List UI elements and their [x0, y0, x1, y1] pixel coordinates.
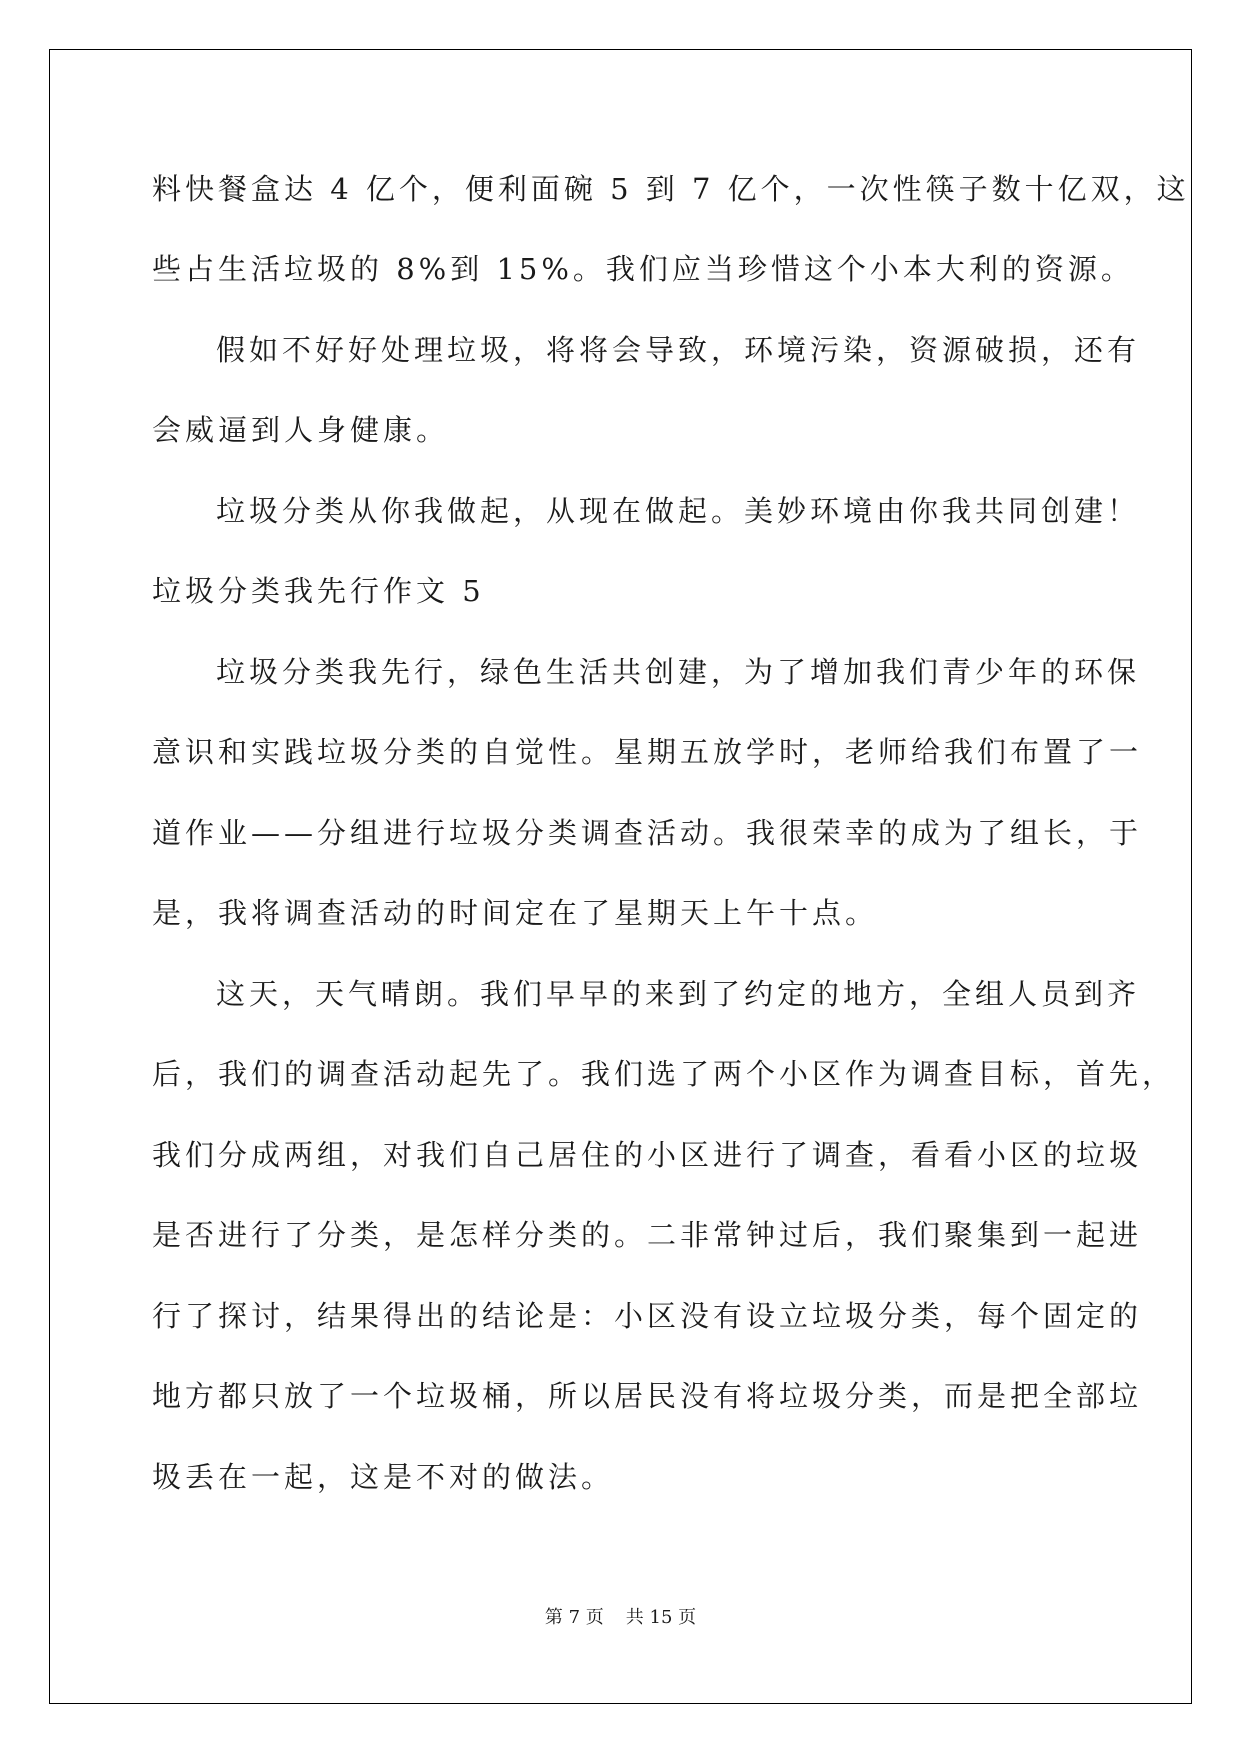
body-line-9: 道作业——分组进行垃圾分类调查活动。我很荣幸的成为了组长，于 [152, 816, 1143, 850]
page-number: 第 7 页 [544, 1607, 604, 1628]
body-line-11: 这天，天气晴朗。我们早早的来到了约定的地方，全组人员到齐 [216, 977, 1141, 1011]
body-line-15: 行了探讨，结果得出的结论是：小区没有设立垃圾分类，每个固定的 [152, 1299, 1143, 1333]
body-line-1: 料快餐盒达 4 亿个，便利面碗 5 到 7 亿个，一次性筷子数十亿双，这 [152, 172, 1190, 206]
page-footer [0, 1606, 1241, 1630]
body-line-16: 地方都只放了一个垃圾桶，所以居民没有将垃圾分类，而是把全部垃 [152, 1379, 1143, 1413]
section-heading: 垃圾分类我先行作文 5 [152, 574, 485, 608]
body-line-12: 后，我们的调查活动起先了。我们选了两个小区作为调查目标，首先， [152, 1057, 1176, 1091]
body-line-3: 假如不好好处理垃圾，将将会导致，环境污染，资源破损，还有 [216, 333, 1141, 367]
body-line-4: 会威逼到人身健康。 [152, 413, 450, 447]
page-total: 共 15 页 [625, 1607, 697, 1628]
body-line-13: 我们分成两组，对我们自己居住的小区进行了调查，看看小区的垃圾 [152, 1138, 1143, 1172]
body-line-14: 是否进行了分类，是怎样分类的。二非常钟过后，我们聚集到一起进 [152, 1218, 1143, 1252]
body-line-8: 意识和实践垃圾分类的自觉性。星期五放学时，老师给我们布置了一 [152, 735, 1143, 769]
body-line-17: 圾丢在一起，这是不对的做法。 [152, 1460, 615, 1494]
body-line-5: 垃圾分类从你我做起，从现在做起。美妙环境由你我共同创建！ [216, 494, 1141, 528]
body-line-10: 是，我将调查活动的时间定在了星期天上午十点。 [152, 896, 879, 930]
body-line-7: 垃圾分类我先行，绿色生活共创建，为了增加我们青少年的环保 [216, 655, 1141, 689]
page-border [49, 49, 1192, 1704]
body-line-2: 些占生活垃圾的 8%到 15%。我们应当珍惜这个小本大利的资源。 [152, 252, 1134, 286]
